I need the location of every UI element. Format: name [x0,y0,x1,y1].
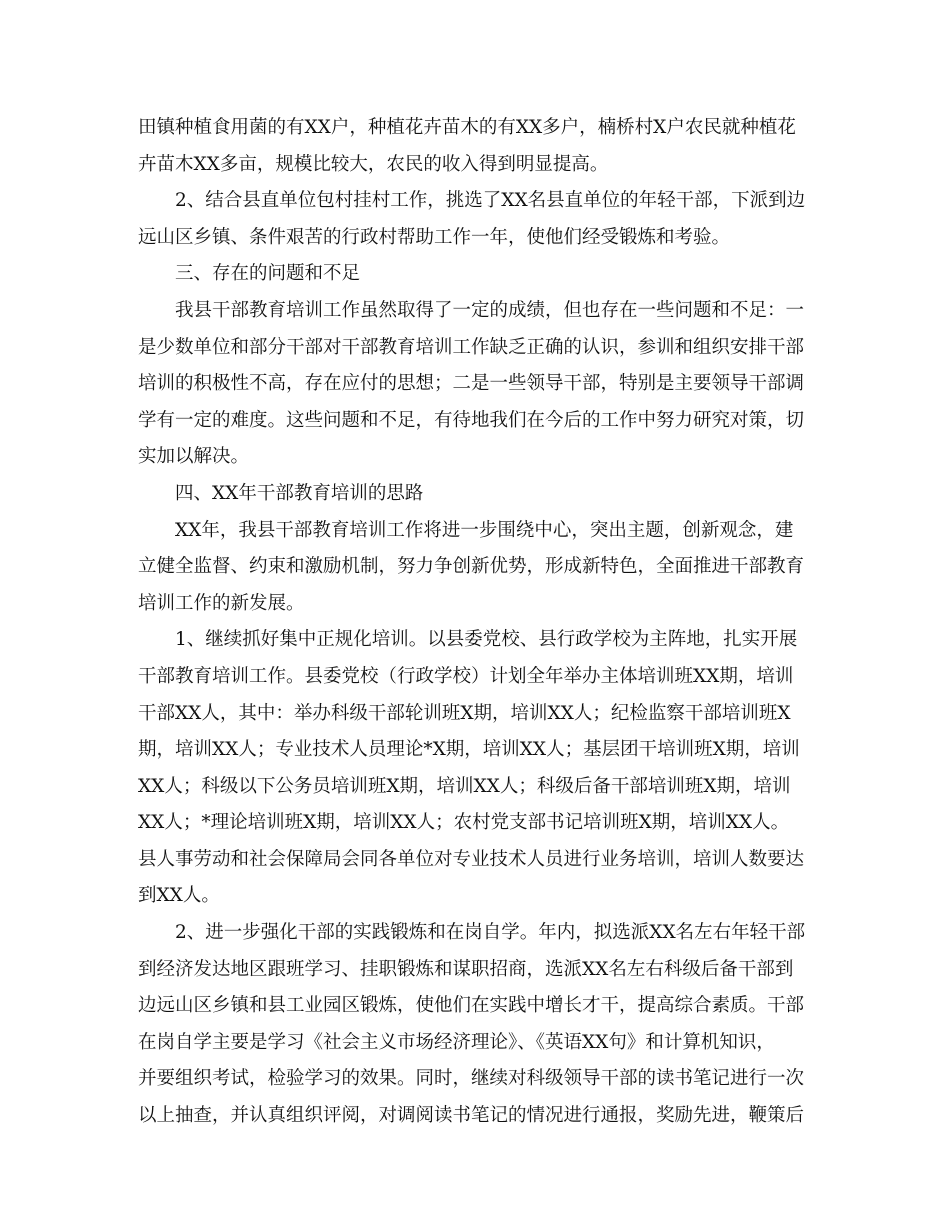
document-page [138,110,814,1135]
paragraph-problems: 我县干部教育培训工作虽然取得了一定的成绩，但也存在一些问题和不足：一 是少数单位和部分干部对干部教育培训工作缺乏正确的认识，参训和组织安排干部 培训的积极性不高，存在应付的思想；二是一些领导干部，特别是主要领导干部调 学有一定的难度。这些问题和不足，有待地我们在今后的工作中努力研究对策，切 实加以解决。 [138,299,805,468]
paragraph-continuation: 田镇种植食用菌的有XX户，种植花卉苗木的有XX多户，楠桥村X户农民就种植花 卉苗木XX多亩，规模比较大，农民的收入得到明显提高。 [138,117,796,175]
paragraph-plan-intro: XX年，我县干部教育培训工作将进一步围绕中心，突出主题，创新观念，建 立健全监督、约束和激励机制，努力争创新优势，形成新特色，全面推进干部教育 培训工作的新发展。 [138,519,805,614]
section-heading-problems: 三、存在的问题和不足 [138,263,361,285]
section-heading-plan: 四、XX年干部教育培训的思路 [138,482,424,504]
paragraph-item-1-training: 1、继续抓好集中正规化培训。以县委党校、县行政学校为主阵地，扎实开展 干部教育培训工作。县委党校（行政学校）计划全年举办主体培训班XX期，培训 干部XX人，其中：举办科级干部轮训班X期，培训XX人；纪检监察干部培训班X 期，培训XX人；专业技术人员理论*X期，培训XX人；基层团干培训班X期，培训 XX人；科级以下公务员培训班X期，培训XX人；科级后备干部培训班X期，培训 XX人；*理论培训班X期，培训XX人；农村党支部书记培训班X期，培训XX人。 县人事劳动和社会保障局会同各单位对专业技术人员进行业务培训，培训人数要达 到XX人。 [138,629,805,907]
paragraph-item-2-village: 2、结合县直单位包村挂村工作，挑选了XX名县直单位的年轻干部，下派到边 远山区乡镇、条件艰苦的行政村帮助工作一年，使他们经受锻炼和考验。 [138,190,806,248]
paragraph-item-2-practice: 2、进一步强化干部的实践锻炼和在岗自学。年内，拟选派XX名左右年轻干部 到经济发达地区跟班学习、挂职锻炼和谋职招商，选派XX名左右科级后备干部到 边远山区乡镇和县工业园区锻炼，使他们在实践中增长才干，提高综合素质。干部 在岗自学主要是学习《社会主义市场经济理论》、《英语XX句》和计算机知识， 并要组织考试，检验学习的效果。同时，继续对科级领导干部的读书笔记进行一次 以上抽查，并认真组织评阅，对调阅读书笔记的情况进行通报，奖励先进，鞭策后 [138,922,806,1127]
